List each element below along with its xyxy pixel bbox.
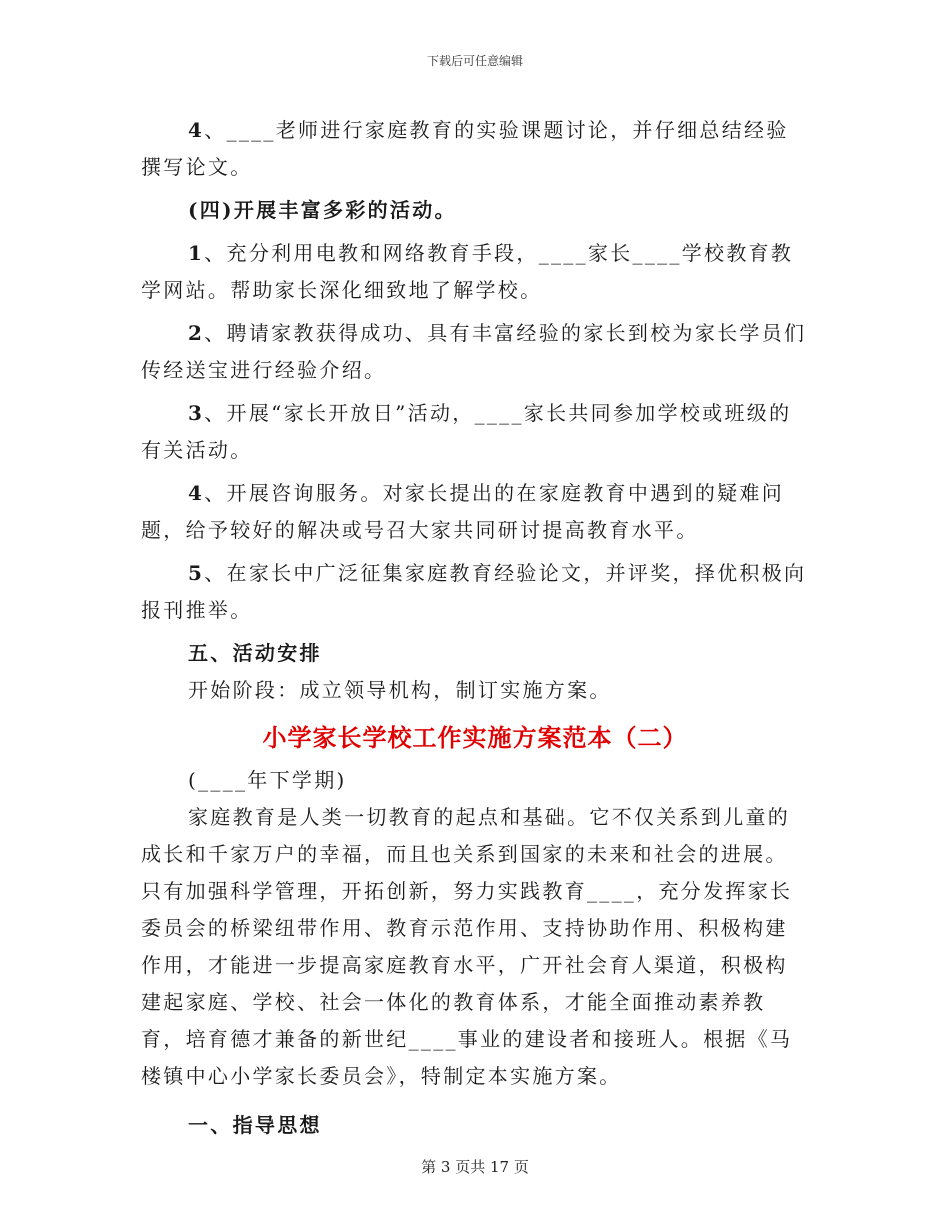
paragraph-item-1-media — [141, 235, 809, 309]
paragraph-item-2-experience — [141, 315, 809, 389]
section-heading-guiding-ideology: 一、指导思想 — [188, 1113, 322, 1137]
section-heading-schedule: 五、活动安排 — [188, 641, 322, 665]
paragraph-text: 、聘请家教获得成功、具有丰富经验的家长到校为家长学员们传经送宝进行经验介绍。 — [141, 321, 807, 382]
paragraph-text: 、____老师进行家庭教育的实验课题讨论，并仔细总结经验撰写论文。 — [141, 118, 789, 179]
item-number: 5 — [188, 561, 205, 585]
paragraph-start-phase: 开始阶段：成立领导机构，制订实施方案。 — [188, 678, 612, 702]
document-title: 小学家长学校工作实施方案范本（二） — [262, 723, 688, 752]
paragraph-text: 、在家长中广泛征集家庭教育经验论文，并评奖，择优积极向报刊推举。 — [141, 561, 807, 622]
item-number: 4 — [188, 118, 205, 142]
item-number: 3 — [188, 401, 205, 425]
paragraph-item-3-open-day — [141, 395, 809, 469]
item-number: 1 — [188, 241, 205, 265]
paragraph-text: 、开展“家长开放日”活动，____家长共同参加学校或班级的有关活动。 — [141, 401, 792, 462]
paragraph-item-4-consulting — [141, 475, 809, 549]
paragraph-item-4-thesis — [141, 112, 809, 186]
item-number: 2 — [188, 321, 205, 345]
paragraph-text: 、充分利用电教和网络教育手段，____家长____学校教育教学网站。帮助家长深化细致地了解学校。 — [141, 241, 794, 302]
paragraph-item-5-essays — [141, 555, 809, 629]
page-header: 下载后可任意编辑 — [426, 54, 523, 68]
page-footer: 第 3 页共 17 页 — [421, 1158, 529, 1176]
paragraph-text: 、开展咨询服务。对家长提出的在家庭教育中遇到的疑难问题，给予较好的解决或号召大家共同研讨提高教育水平。 — [141, 481, 785, 542]
item-number: 4 — [188, 481, 205, 505]
paragraph-semester: (____年下学期) — [188, 768, 347, 792]
section-heading-activities: (四)开展丰富多彩的活动。 — [188, 198, 457, 222]
document-body — [141, 112, 809, 1144]
paragraph-introduction: 家庭教育是人类一切教育的起点和基础。它不仅关系到儿童的成长和千家万户的幸福，而且也关系到国家的未来和社会的进展。只有加强科学管理，开拓创新，努力实践教育____，充分发挥家长委员会的桥梁纽带作用、教育示范作用、支持协助作用、积极构建作用，才能进一步提高家庭教育水平，广开社会育人渠道，积极构建起家庭、学校、社会一体化的教育体系，才能全面推动素养教育，培育德才兼备的新世纪____事业的建设者和接班人。根据《马楼镇中心小学家长委员会》，特制定本实施方案。 — [141, 805, 793, 1088]
